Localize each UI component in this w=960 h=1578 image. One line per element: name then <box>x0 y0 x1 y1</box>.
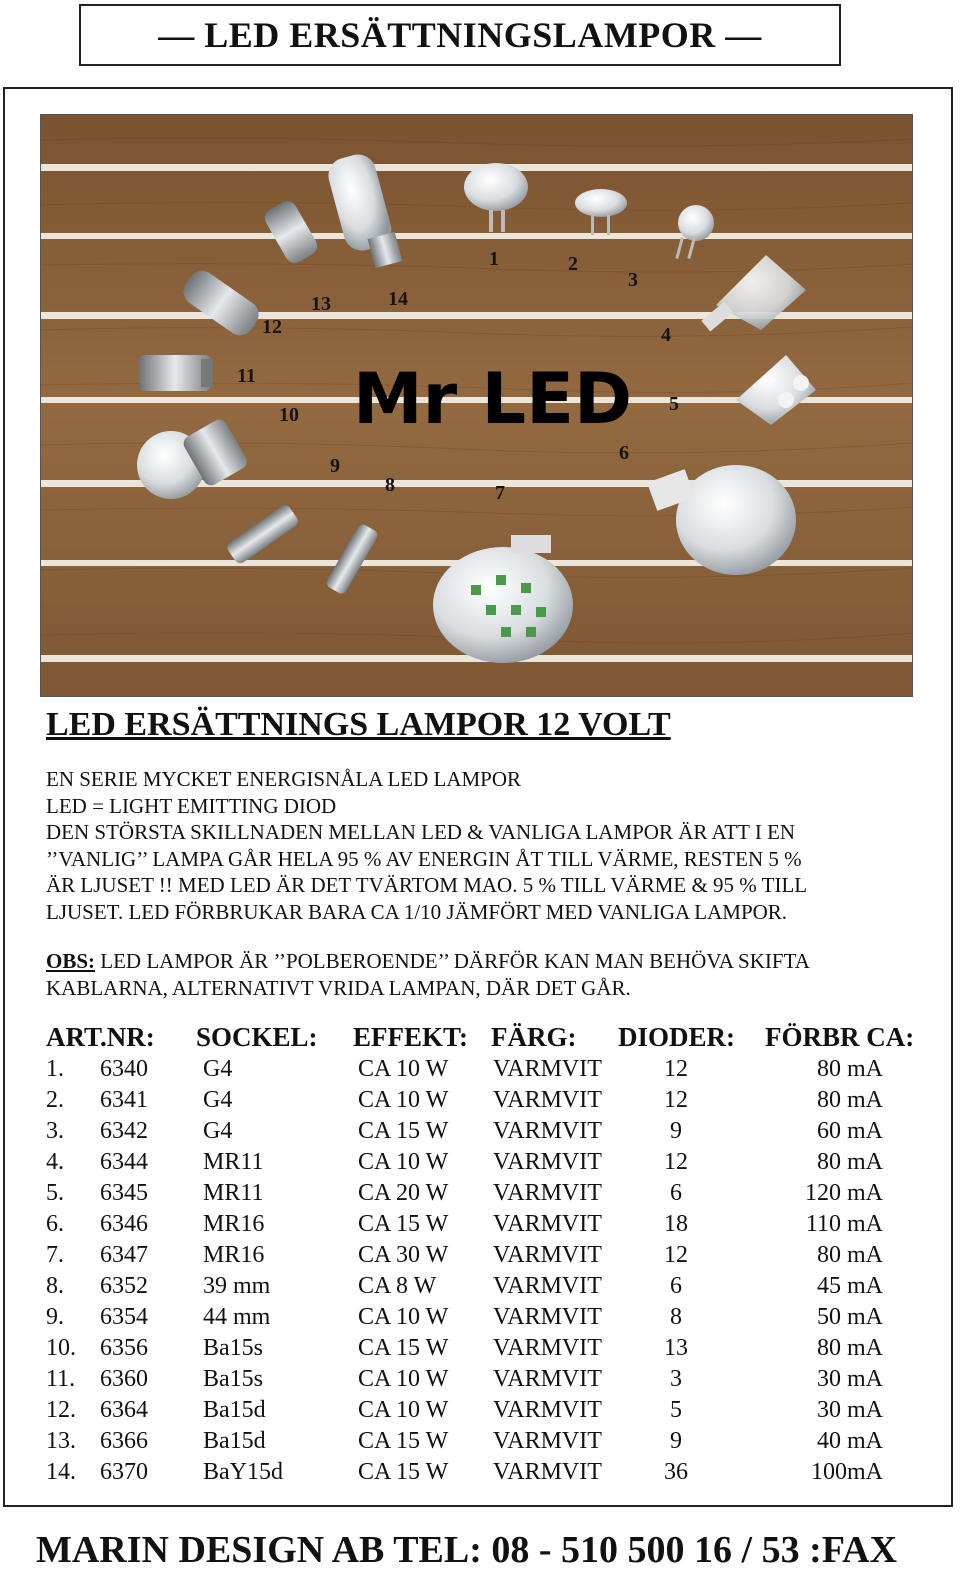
table-row <box>46 1056 936 1087</box>
cell-effekt: CA 10 W <box>358 1149 449 1175</box>
cell-forbr: 80 mA <box>817 1149 883 1175</box>
table-row <box>46 1335 936 1366</box>
cell-art: 6364 <box>100 1397 148 1423</box>
label-7: 7 <box>495 482 505 504</box>
label-5: 5 <box>669 393 679 415</box>
cell-dioder: 8 <box>670 1304 682 1330</box>
cell-effekt: CA 15 W <box>358 1459 449 1485</box>
cell-sockel: MR11 <box>203 1180 264 1206</box>
cell-art: 6366 <box>100 1428 148 1454</box>
cell-idx: 2. <box>46 1087 64 1113</box>
cell-sockel: G4 <box>203 1087 233 1113</box>
label-2: 2 <box>568 253 578 275</box>
cell-effekt: CA 10 W <box>358 1087 449 1113</box>
cell-idx: 4. <box>46 1149 64 1175</box>
cell-farg: VARMVIT <box>493 1149 602 1175</box>
cell-effekt: CA 30 W <box>358 1242 449 1268</box>
label-12: 12 <box>262 316 282 338</box>
cell-sockel: BaY15d <box>203 1459 283 1485</box>
header-forbr: FÖRBR CA: <box>765 1022 915 1052</box>
cell-art: 6344 <box>100 1149 148 1175</box>
cell-farg: VARMVIT <box>493 1335 602 1361</box>
table-body <box>46 1056 936 1490</box>
obs-line: KABLARNA, ALTERNATIVT VRIDA LAMPAN, DÄR DET GÅR. <box>46 975 631 1000</box>
cell-art: 6341 <box>100 1087 148 1113</box>
cell-forbr: 80 mA <box>817 1335 883 1361</box>
label-8: 8 <box>385 474 395 496</box>
cell-dioder: 12 <box>664 1087 688 1113</box>
product-photo-illustration <box>41 115 912 696</box>
table-row <box>46 1087 936 1118</box>
cell-art: 6340 <box>100 1056 148 1082</box>
cell-dioder: 12 <box>664 1056 688 1082</box>
cell-art: 6370 <box>100 1459 148 1485</box>
cell-sockel: G4 <box>203 1118 233 1144</box>
label-11: 11 <box>237 365 256 387</box>
obs-note <box>46 948 926 1001</box>
cell-idx: 9. <box>46 1304 64 1330</box>
obs-text: LED LAMPOR ÄR ’’POLBEROENDE’’ DÄRFÖR KAN MAN BEHÖVA SKIFTA <box>95 949 810 973</box>
cell-forbr: 30 mA <box>817 1397 883 1423</box>
cell-idx: 12. <box>46 1397 76 1423</box>
header-sockel: SOCKEL: <box>196 1022 318 1052</box>
table-row <box>46 1304 936 1335</box>
footer-contact: MARIN DESIGN AB TEL: 08 - 510 500 16 / 53 :FAX <box>36 1529 898 1571</box>
table-row <box>46 1118 936 1149</box>
intro-text <box>46 766 926 926</box>
header-farg: FÄRG: <box>491 1022 577 1052</box>
intro-line: LED = LIGHT EMITTING DIOD <box>46 793 337 818</box>
intro-line: LJUSET. LED FÖRBRUKAR BARA CA 1/10 JÄMFÖRT MED VANLIGA LAMPOR. <box>46 899 788 924</box>
cell-idx: 14. <box>46 1459 76 1485</box>
cell-forbr: 80 mA <box>817 1087 883 1113</box>
table-header <box>46 1022 936 1056</box>
cell-effekt: CA 15 W <box>358 1335 449 1361</box>
cell-dioder: 9 <box>670 1428 682 1454</box>
cell-idx: 11. <box>46 1366 76 1392</box>
table-row <box>46 1180 936 1211</box>
cell-forbr: 80 mA <box>817 1242 883 1268</box>
cell-dioder: 9 <box>670 1118 682 1144</box>
cell-farg: VARMVIT <box>493 1087 602 1113</box>
cell-sockel: G4 <box>203 1056 233 1082</box>
cell-art: 6354 <box>100 1304 148 1330</box>
cell-forbr: 60 mA <box>817 1118 883 1144</box>
cell-forbr: 120 mA <box>805 1180 883 1206</box>
cell-art: 6342 <box>100 1118 148 1144</box>
cell-idx: 6. <box>46 1211 64 1237</box>
cell-idx: 1. <box>46 1056 64 1082</box>
cell-dioder: 6 <box>670 1273 682 1299</box>
header-dioder: DIODER: <box>618 1022 736 1052</box>
cell-sockel: Ba15d <box>203 1397 266 1423</box>
intro-line: DEN STÖRSTA SKILLNADEN MELLAN LED & VANLIGA LAMPOR ÄR ATT I EN <box>46 820 796 845</box>
cell-farg: VARMVIT <box>493 1211 602 1237</box>
intro-line: EN SERIE MYCKET ENERGISNÅLA LED LAMPOR <box>46 767 522 791</box>
cell-effekt: CA 15 W <box>358 1428 449 1454</box>
table-row <box>46 1273 936 1304</box>
cell-forbr: 50 mA <box>817 1304 883 1330</box>
cell-sockel: 44 mm <box>203 1304 271 1330</box>
cell-forbr: 100mA <box>811 1459 883 1485</box>
banner-title: — LED ERSÄTTNINGSLAMPOR — <box>158 15 762 55</box>
label-13: 13 <box>311 293 331 315</box>
table-row <box>46 1428 936 1459</box>
cell-dioder: 12 <box>664 1149 688 1175</box>
label-6: 6 <box>619 442 629 464</box>
cell-effekt: CA 10 W <box>358 1397 449 1423</box>
cell-art: 6360 <box>100 1366 148 1392</box>
header-art: ART.NR: <box>46 1022 155 1052</box>
cell-farg: VARMVIT <box>493 1180 602 1206</box>
cell-idx: 3. <box>46 1118 64 1144</box>
cell-art: 6345 <box>100 1180 148 1206</box>
cell-dioder: 13 <box>664 1335 688 1361</box>
cell-sockel: MR16 <box>203 1242 265 1268</box>
cell-dioder: 3 <box>670 1366 682 1392</box>
header-effekt: EFFEKT: <box>353 1022 469 1052</box>
cell-dioder: 12 <box>664 1242 688 1268</box>
cell-effekt: CA 20 W <box>358 1180 449 1206</box>
cell-effekt: CA 10 W <box>358 1366 449 1392</box>
cell-farg: VARMVIT <box>493 1366 602 1392</box>
cell-dioder: 5 <box>670 1397 682 1423</box>
label-9: 9 <box>330 455 340 477</box>
cell-forbr: 45 mA <box>817 1273 883 1299</box>
cell-forbr: 40 mA <box>817 1428 883 1454</box>
table-row <box>46 1211 936 1242</box>
cell-forbr: 110 mA <box>805 1211 883 1237</box>
label-10: 10 <box>279 404 299 426</box>
table-row <box>46 1149 936 1180</box>
intro-line: ’’VANLIG’’ LAMPA GÅR HELA 95 % AV ENERGIN ÅT TILL VÄRME, RESTEN 5 % <box>46 846 802 871</box>
cell-farg: VARMVIT <box>493 1428 602 1454</box>
label-1: 1 <box>489 248 499 270</box>
section-heading: LED ERSÄTTNINGS LAMPOR 12 VOLT <box>46 706 671 743</box>
cell-idx: 5. <box>46 1180 64 1206</box>
cell-farg: VARMVIT <box>493 1304 602 1330</box>
cell-effekt: CA 10 W <box>358 1056 449 1082</box>
table-row <box>46 1459 936 1490</box>
cell-art: 6356 <box>100 1335 148 1361</box>
obs-line <box>46 948 926 975</box>
cell-farg: VARMVIT <box>493 1273 602 1299</box>
cell-sockel: MR16 <box>203 1211 265 1237</box>
cell-effekt: CA 15 W <box>358 1211 449 1237</box>
cell-idx: 10. <box>46 1335 76 1361</box>
cell-effekt: CA 15 W <box>358 1118 449 1144</box>
label-14: 14 <box>388 288 408 310</box>
cell-sockel: 39 mm <box>203 1273 271 1299</box>
cell-farg: VARMVIT <box>493 1056 602 1082</box>
intro-line: ÄR LJUSET !! MED LED ÄR DET TVÄRTOM MAO. 5 % TILL VÄRME & 95 % TILL <box>46 873 808 898</box>
cell-dioder: 18 <box>664 1211 688 1237</box>
cell-art: 6346 <box>100 1211 148 1237</box>
table-row <box>46 1397 936 1428</box>
cell-dioder: 36 <box>664 1459 688 1485</box>
cell-farg: VARMVIT <box>493 1242 602 1268</box>
cell-art: 6352 <box>100 1273 148 1299</box>
cell-sockel: Ba15s <box>203 1366 263 1392</box>
cell-forbr: 80 mA <box>817 1056 883 1082</box>
top-banner <box>79 4 841 66</box>
cell-art: 6347 <box>100 1242 148 1268</box>
bulb-11 <box>139 355 213 391</box>
brand-mr-led: Mr LED <box>353 358 633 440</box>
cell-idx: 8. <box>46 1273 64 1299</box>
label-3: 3 <box>628 269 638 291</box>
product-table <box>46 1022 936 1490</box>
product-photo <box>40 114 913 697</box>
cell-forbr: 30 mA <box>817 1366 883 1392</box>
obs-label: OBS: <box>46 949 96 973</box>
cell-sockel: MR11 <box>203 1149 264 1175</box>
cell-sockel: Ba15s <box>203 1335 263 1361</box>
label-4: 4 <box>661 324 671 346</box>
cell-farg: VARMVIT <box>493 1459 602 1485</box>
cell-dioder: 6 <box>670 1180 682 1206</box>
cell-idx: 13. <box>46 1428 76 1454</box>
cell-farg: VARMVIT <box>493 1118 602 1144</box>
cell-effekt: CA 8 W <box>358 1273 437 1299</box>
table-row <box>46 1366 936 1397</box>
cell-sockel: Ba15d <box>203 1428 266 1454</box>
table-row <box>46 1242 936 1273</box>
cell-effekt: CA 10 W <box>358 1304 449 1330</box>
cell-farg: VARMVIT <box>493 1397 602 1423</box>
cell-idx: 7. <box>46 1242 64 1268</box>
